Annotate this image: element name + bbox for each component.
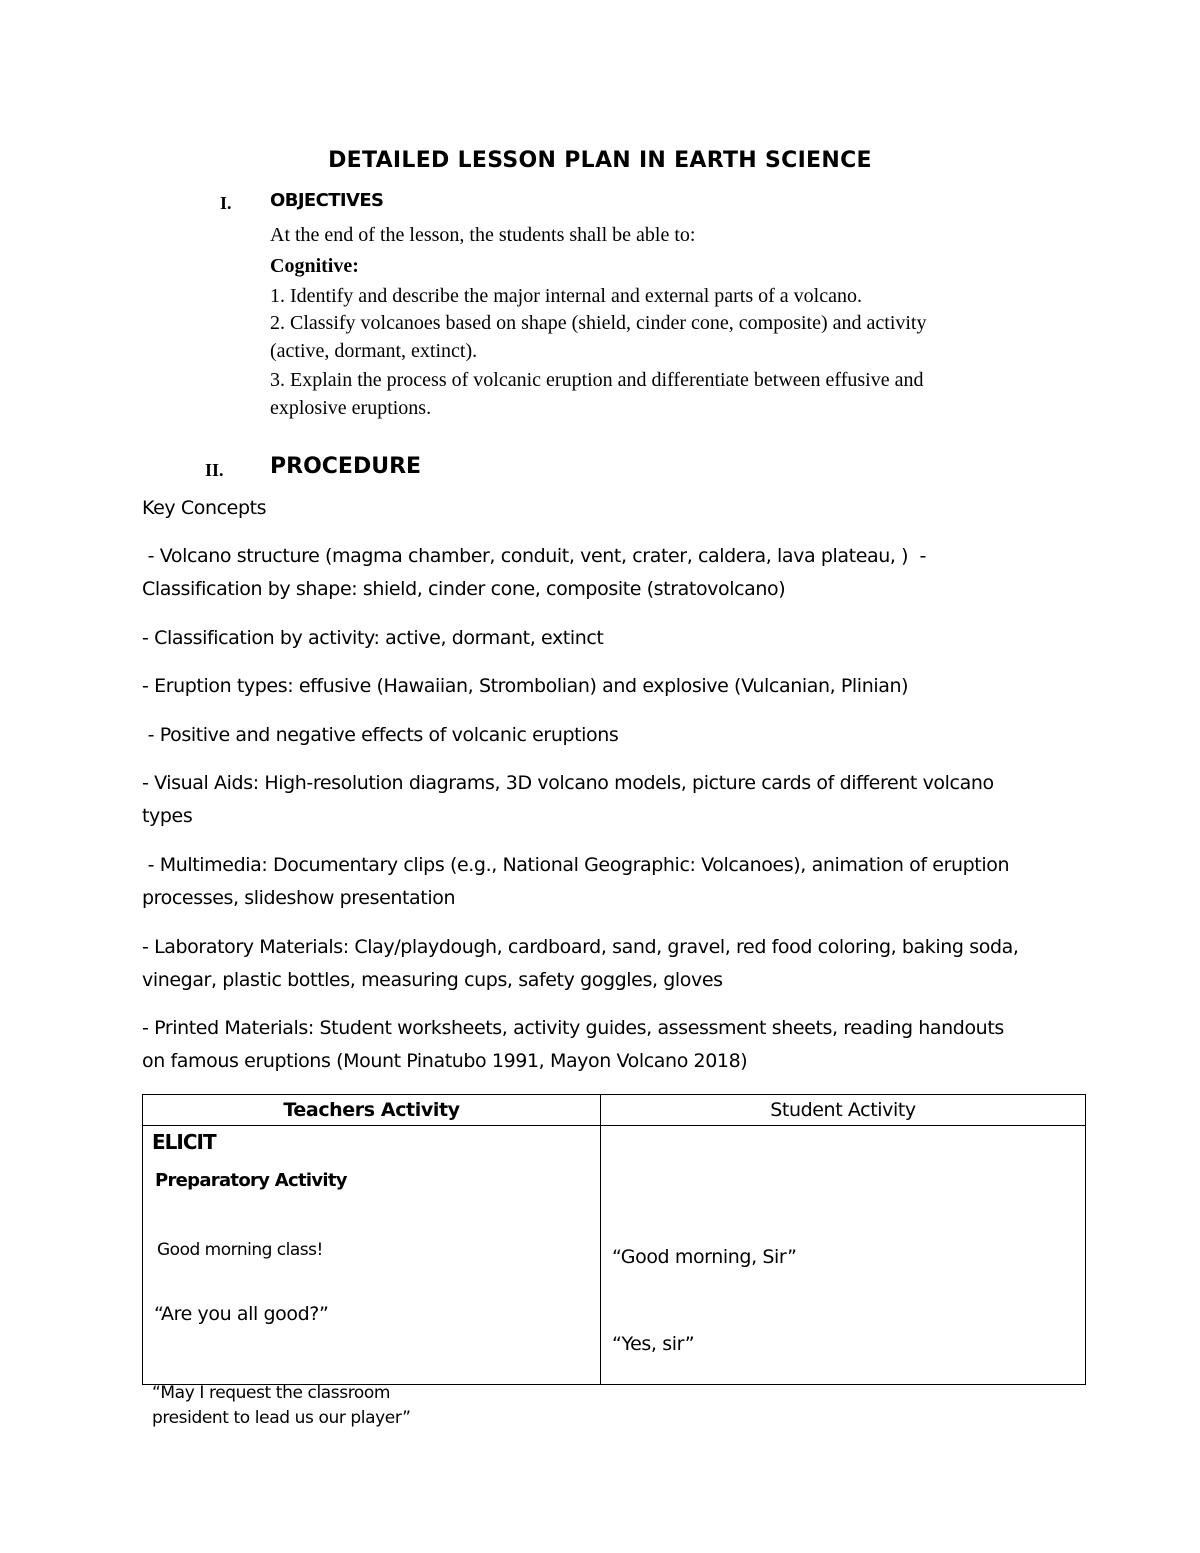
key-concept-line: - Laboratory Materials: Clay/playdough, cardboard, sand, gravel, red food coloring, baking soda, [142,936,1019,958]
key-concept-line: - Positive and negative effects of volcanic eruptions [142,724,619,746]
key-concept-line: on famous eruptions (Mount Pinatubo 1991, Mayon Volcano 2018) [142,1050,748,1072]
phase-label: ELICIT [152,1130,216,1154]
objective-line: 1. Identify and describe the major internal and external parts of a volcano. [270,285,862,307]
overflow-text-line: “May I request the classroom [152,1383,391,1403]
objectives-heading: OBJECTIVES [270,190,384,211]
column-header-student: Student Activity [601,1095,1086,1126]
objectives-domain: Cognitive: [270,255,359,277]
objective-line: 3. Explain the process of volcanic eruption and differentiate between effusive and [270,369,924,391]
key-concept-line: processes, slideshow presentation [142,887,456,909]
column-header-teacher: Teachers Activity [143,1095,601,1126]
document-title: DETAILED LESSON PLAN IN EARTH SCIENCE [328,148,872,173]
table-row [143,1126,1086,1385]
procedure-heading: PROCEDURE [270,454,422,479]
student-reply: “Good morning, Sir” [612,1246,797,1268]
key-concept-line: types [142,805,193,827]
section-numeral-objectives: I. [220,193,232,213]
student-activity-cell [601,1126,1086,1385]
student-reply: “Yes, sir” [612,1333,695,1355]
overflow-text-line: president to lead us our player” [152,1408,411,1428]
teacher-greeting: Good morning class! [157,1240,323,1260]
key-concept-line: - Volcano structure (magma chamber, conduit, vent, crater, caldera, lava plateau, ) - [142,545,926,567]
teacher-activity-cell [143,1126,601,1385]
key-concepts-label: Key Concepts [142,497,267,519]
table-header-row [143,1095,1086,1126]
teacher-question: “Are you all good?” [154,1303,329,1325]
objective-line: (active, dormant, extinct). [270,340,478,362]
objective-line: explosive eruptions. [270,397,432,419]
section-numeral-procedure: II. [205,460,224,480]
key-concept-line: vinegar, plastic bottles, measuring cups, safety goggles, gloves [142,969,723,991]
key-concept-line: - Visual Aids: High-resolution diagrams, 3D volcano models, picture cards of different volcano [142,772,994,794]
key-concept-line: - Multimedia: Documentary clips (e.g., National Geographic: Volcanoes), animation of eruption [142,854,1010,876]
key-concept-line: - Eruption types: effusive (Hawaiian, Strombolian) and explosive (Vulcanian, Plinian) [142,675,909,697]
key-concept-line: Classification by shape: shield, cinder cone, composite (stratovolcano) [142,578,786,600]
objectives-intro: At the end of the lesson, the students shall be able to: [270,224,696,246]
key-concept-line: - Classification by activity: active, dormant, extinct [142,627,604,649]
activity-table [142,1094,1086,1385]
objective-line: 2. Classify volcanoes based on shape (shield, cinder cone, composite) and activity [270,312,927,334]
preparatory-activity-label: Preparatory Activity [155,1170,347,1191]
key-concept-line: - Printed Materials: Student worksheets, activity guides, assessment sheets, reading handouts [142,1017,1004,1039]
